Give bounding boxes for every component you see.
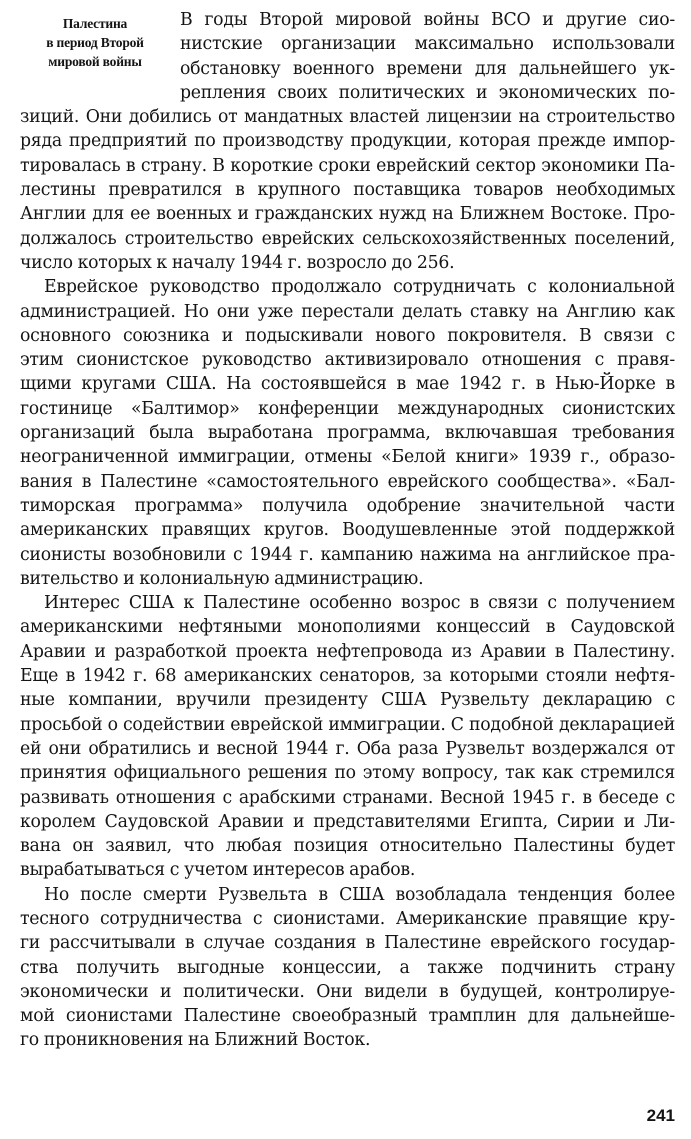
text-line: мой сионистами Палестине своеобразный трамплин для дальнейше-	[20, 1006, 675, 1027]
text-line: Англии для ее военных и гражданских нужд на Ближнем Востоке. Про-	[20, 204, 675, 225]
paragraph	[20, 8, 675, 275]
text-line: этим сионистское руководство активизировало отношения с правя-	[20, 350, 675, 371]
text-line: щими кругами США. На состоявшейся в мае 1942 г. в Нью-Йорке в	[20, 374, 675, 395]
text-line: ства получить выгодные концессии, а также подчинить страну	[20, 957, 675, 978]
text-line: основного союзника и подыскивали нового покровителя. В связи с	[20, 325, 675, 346]
text-line: обстановку военного времени для дальнейшего ук-	[180, 58, 675, 79]
text-line: ги рассчитывали в случае создания в Палестине еврейского государ-	[20, 933, 675, 954]
text-line: репления своих политических и экономических по-	[180, 82, 675, 103]
text-line: вительство и колониальную администрацию.	[20, 568, 424, 589]
text-line: тировалась в страну. В короткие сроки еврейский сектор экономики Па-	[20, 155, 675, 176]
text-line: Интерес США к Палестине особенно возрос в связи с получением	[44, 593, 675, 614]
text-line: должалось строительство еврейских сельскохозяйственных поселений,	[20, 228, 675, 249]
text-line: лестины превратился в крупного поставщика товаров необходимых	[20, 180, 675, 201]
side-heading-line: в период Второй	[46, 35, 144, 50]
text-line: тиморская программа» получила одобрение значительной части	[20, 495, 675, 516]
text-line: вана он заявил, что любая позиция относительно Палестины будет	[20, 836, 675, 857]
text-line: неограниченной иммиграции, отмены «Белой книги» 1939 г., образо-	[20, 447, 675, 468]
text-line: сионисты возобновили с 1944 г. кампанию нажима на английское пра-	[20, 544, 675, 565]
side-heading-line: мировой войны	[48, 54, 142, 69]
text-line: го проникновения на Ближний Восток.	[20, 1030, 371, 1051]
page-number: 241	[646, 1106, 675, 1125]
body-text	[20, 8, 675, 1053]
text-line: ряда предприятий по производству продукции, которая прежде импор-	[20, 131, 675, 152]
side-heading-line: Палестина	[62, 16, 128, 31]
text-line: ей они обратились и весной 1944 г. Оба раза Рузвельт воздержался от	[20, 738, 675, 759]
text-line: вания в Палестине «самостоятельного еврейского сообщества». «Бал-	[20, 471, 675, 492]
text-line: Но после смерти Рузвельта в США возобладала тенденция более	[44, 884, 675, 905]
text-line: вырабатываться с учетом интересов арабов.	[20, 860, 416, 881]
text-line: американскими нефтяными монополиями концессий в Саудовской	[20, 617, 675, 638]
text-line: В годы Второй мировой войны ВСО и другие сио-	[180, 10, 675, 30]
text-line: Аравии и разработкой проекта нефтепровода из Аравии в Палестину.	[20, 641, 675, 662]
text-line: ные компании, вручили президенту США Рузвельту декларацию с	[20, 690, 675, 711]
text-line: Еще в 1942 г. 68 американских сенаторов, за которыми стояли нефтя-	[20, 666, 675, 687]
text-line: число которых к началу 1944 г. возросло до 256.	[20, 252, 455, 273]
text-line: королем Саудовской Аравии и представителями Египта, Сирии и Ли-	[20, 811, 675, 832]
text-line: принятия официального решения по этому вопросу, так как стремился	[20, 763, 675, 784]
text-line: тесного сотрудничества с сионистами. Американские правящие кру-	[20, 908, 675, 929]
text-line: просьбой о содействии еврейской иммиграции. С подобной декларацией	[20, 714, 675, 735]
text-line: зиций. Они добились от мандатных властей лицензии на строительство	[20, 107, 675, 128]
paragraph	[20, 591, 675, 883]
book-page	[20, 8, 675, 1128]
text-line: администрацией. Но они уже перестали делать ставку на Англию как	[20, 301, 675, 322]
paragraph	[20, 883, 675, 1053]
paragraph	[20, 275, 675, 591]
text-line: американских правящих кругов. Воодушевленные этой поддержкой	[20, 520, 675, 541]
text-line: экономически и политически. Они видели в будущей, контролируе-	[20, 981, 675, 1002]
text-line: Еврейское руководство продолжало сотрудничать с колониальной	[44, 277, 675, 298]
text-line: нистские организации максимально использовали	[180, 34, 675, 55]
text-line: организаций была выработана программа, включавшая требования	[20, 423, 675, 444]
text-line: гостинице «Балтимор» конференции международных сионистских	[20, 398, 675, 419]
text-line: развивать отношения с арабскими странами. Весной 1945 г. в беседе с	[20, 787, 675, 808]
